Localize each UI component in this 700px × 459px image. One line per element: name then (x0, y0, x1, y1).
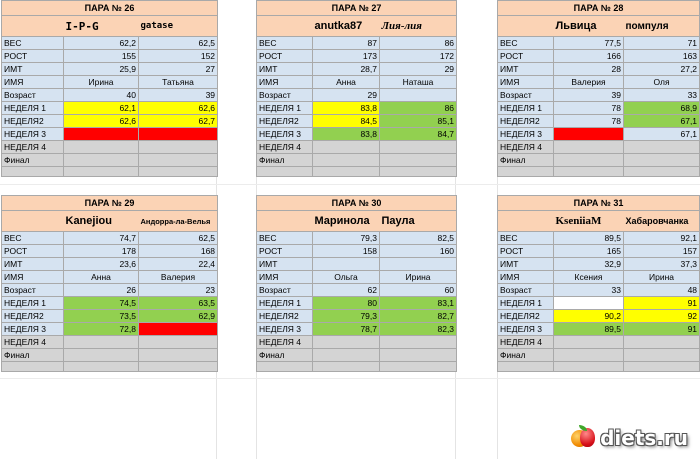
bmi-1: 25,9 (64, 63, 139, 76)
pair-table-28 (497, 0, 700, 177)
week1-2: 68,9 (624, 102, 700, 115)
height-2: 172 (380, 50, 457, 63)
label-week4: НЕДЕЛЯ 4 (257, 336, 313, 349)
label-week3: НЕДЕЛЯ 3 (2, 128, 64, 141)
label-name: ИМЯ (498, 271, 554, 284)
label-age: Возраст (498, 89, 554, 102)
week3-1: 89,5 (554, 323, 624, 336)
week2-2: 92 (624, 310, 700, 323)
label-age: Возраст (257, 89, 313, 102)
weight-2: 62,5 (139, 232, 218, 245)
height-2: 157 (624, 245, 700, 258)
age-1: 29 (313, 89, 380, 102)
pair-title: ПАРА № 30 (257, 196, 457, 211)
name-1: Ольга (313, 271, 380, 284)
fruit-icon (571, 425, 597, 451)
weight-1: 79,3 (313, 232, 380, 245)
pair-title: ПАРА № 31 (498, 196, 700, 211)
week1-1: 83,8 (313, 102, 380, 115)
label-height: РОСТ (257, 245, 313, 258)
label-age: Возраст (2, 284, 64, 297)
week1-2: 62,6 (139, 102, 218, 115)
age-2: 48 (624, 284, 700, 297)
week2-1: 79,3 (313, 310, 380, 323)
week2-2: 85,1 (380, 115, 457, 128)
weight-2: 62,5 (139, 37, 218, 50)
label-bmi: ИМТ (498, 63, 554, 76)
label-week1: НЕДЕЛЯ 1 (2, 297, 64, 310)
week1-2: 86 (380, 102, 457, 115)
name-2: Оля (624, 76, 700, 89)
label-week4: НЕДЕЛЯ 4 (2, 141, 64, 154)
pair-title: ПАРА № 27 (257, 1, 457, 16)
bmi-1: 28 (554, 63, 624, 76)
pair-table-31 (497, 195, 700, 372)
age-1: 40 (64, 89, 139, 102)
week2-2: 62,7 (139, 115, 218, 128)
age-1: 33 (554, 284, 624, 297)
week1-1: 62,1 (64, 102, 139, 115)
pair-table-27 (256, 0, 457, 177)
week3-1 (64, 128, 139, 141)
bmi-1 (313, 258, 380, 271)
week2-2: 82,7 (380, 310, 457, 323)
nick-2: Хабаровчанка (624, 211, 700, 232)
week3-2: 67,1 (624, 128, 700, 141)
bmi-2: 22,4 (139, 258, 218, 271)
label-bmi: ИМТ (2, 258, 64, 271)
weight-2: 82,5 (380, 232, 457, 245)
label-height: РОСТ (498, 245, 554, 258)
label-week3: НЕДЕЛЯ 3 (2, 323, 64, 336)
bmi-2: 29 (380, 63, 457, 76)
nick-1: anutka87 (313, 16, 380, 37)
label-week3: НЕДЕЛЯ 3 (257, 128, 313, 141)
label-bmi: ИМТ (498, 258, 554, 271)
nick-1: Маринола (313, 211, 380, 232)
label-week4: НЕДЕЛЯ 4 (498, 141, 554, 154)
nick-1: I-P-G (64, 16, 139, 37)
label-weight: ВЕС (498, 232, 554, 245)
nick-2: помпуля (624, 16, 700, 37)
age-2: 60 (380, 284, 457, 297)
name-2: Ирина (380, 271, 457, 284)
age-1: 39 (554, 89, 624, 102)
weight-1: 62,2 (64, 37, 139, 50)
nick-2: Паула (380, 211, 457, 232)
label-week3: НЕДЕЛЯ 3 (257, 323, 313, 336)
week2-1: 78 (554, 115, 624, 128)
label-height: РОСТ (2, 245, 64, 258)
label-name: ИМЯ (257, 271, 313, 284)
week3-1: 72,8 (64, 323, 139, 336)
bmi-1: 28,7 (313, 63, 380, 76)
week1-1: 78 (554, 102, 624, 115)
grid-line (0, 378, 700, 379)
label-final: Финал (2, 349, 64, 362)
age-1: 62 (313, 284, 380, 297)
label-weight: ВЕС (498, 37, 554, 50)
bmi-2: 27,2 (624, 63, 700, 76)
label-age: Возраст (257, 284, 313, 297)
nick-1: Kanejiou (64, 211, 139, 232)
bmi-2: 27 (139, 63, 218, 76)
label-final: Финал (257, 349, 313, 362)
bmi-2 (380, 258, 457, 271)
logo-text: diets.ru (600, 426, 688, 450)
week2-1: 73,5 (64, 310, 139, 323)
nick-2: Лия-лия (380, 16, 457, 37)
height-2: 168 (139, 245, 218, 258)
label-week1: НЕДЕЛЯ 1 (498, 297, 554, 310)
week2-2: 67,1 (624, 115, 700, 128)
pair-title: ПАРА № 29 (2, 196, 218, 211)
label-age: Возраст (2, 89, 64, 102)
height-1: 166 (554, 50, 624, 63)
age-2: 33 (624, 89, 700, 102)
label-name: ИМЯ (498, 76, 554, 89)
week2-1: 90,2 (554, 310, 624, 323)
week1-2: 91 (624, 297, 700, 310)
label-week2: НЕДЕЛЯ2 (2, 310, 64, 323)
name-1: Ирина (64, 76, 139, 89)
bmi-2: 37,3 (624, 258, 700, 271)
age-2 (380, 89, 457, 102)
label-final: Финал (2, 154, 64, 167)
weight-2: 86 (380, 37, 457, 50)
label-week2: НЕДЕЛЯ2 (257, 115, 313, 128)
label-bmi: ИМТ (2, 63, 64, 76)
nick-1: Львица (554, 16, 624, 37)
label-week3: НЕДЕЛЯ 3 (498, 128, 554, 141)
week3-2 (139, 128, 218, 141)
weight-1: 87 (313, 37, 380, 50)
weight-1: 77,5 (554, 37, 624, 50)
nick-1: KseniiaM (554, 211, 624, 232)
label-week4: НЕДЕЛЯ 4 (257, 141, 313, 154)
week1-2: 83,1 (380, 297, 457, 310)
label-week1: НЕДЕЛЯ 1 (257, 102, 313, 115)
height-2: 163 (624, 50, 700, 63)
age-2: 39 (139, 89, 218, 102)
label-name: ИМЯ (2, 271, 64, 284)
height-1: 178 (64, 245, 139, 258)
height-1: 165 (554, 245, 624, 258)
week3-2 (139, 323, 218, 336)
age-1: 26 (64, 284, 139, 297)
name-2: Татьяна (139, 76, 218, 89)
week1-1: 80 (313, 297, 380, 310)
label-final: Финал (498, 349, 554, 362)
label-final: Финал (498, 154, 554, 167)
week1-1: 74,5 (64, 297, 139, 310)
bmi-1: 32,9 (554, 258, 624, 271)
label-name: ИМЯ (2, 76, 64, 89)
label-weight: ВЕС (257, 232, 313, 245)
label-weight: ВЕС (2, 37, 64, 50)
height-2: 160 (380, 245, 457, 258)
pair-table-30 (256, 195, 457, 372)
label-week1: НЕДЕЛЯ 1 (257, 297, 313, 310)
week3-1 (554, 128, 624, 141)
name-1: Анна (64, 271, 139, 284)
name-2: Валерия (139, 271, 218, 284)
diets-logo[interactable] (571, 425, 688, 451)
pair-title: ПАРА № 26 (2, 1, 218, 16)
week2-2: 62,9 (139, 310, 218, 323)
name-1: Ксения (554, 271, 624, 284)
week3-1: 83,8 (313, 128, 380, 141)
bmi-1: 23,6 (64, 258, 139, 271)
nick-2: gatase (139, 16, 218, 37)
label-height: РОСТ (2, 50, 64, 63)
label-week2: НЕДЕЛЯ2 (498, 115, 554, 128)
pair-title: ПАРА № 28 (498, 1, 700, 16)
weight-1: 74,7 (64, 232, 139, 245)
label-height: РОСТ (498, 50, 554, 63)
label-week2: НЕДЕЛЯ2 (2, 115, 64, 128)
label-week3: НЕДЕЛЯ 3 (498, 323, 554, 336)
week1-2: 63,5 (139, 297, 218, 310)
name-2: Наташа (380, 76, 457, 89)
nick-2: Андорра-ла-Велья (139, 211, 218, 232)
pair-table-26 (1, 0, 218, 177)
pair-table-29 (1, 195, 218, 372)
week3-2: 91 (624, 323, 700, 336)
label-height: РОСТ (257, 50, 313, 63)
week2-1: 62,6 (64, 115, 139, 128)
label-weight: ВЕС (2, 232, 64, 245)
weight-1: 89,5 (554, 232, 624, 245)
label-final: Финал (257, 154, 313, 167)
label-week2: НЕДЕЛЯ2 (498, 310, 554, 323)
weight-2: 71 (624, 37, 700, 50)
name-1: Анна (313, 76, 380, 89)
label-bmi: ИМТ (257, 258, 313, 271)
name-2: Ирина (624, 271, 700, 284)
week2-1: 84,5 (313, 115, 380, 128)
week3-2: 82,3 (380, 323, 457, 336)
week3-1: 78,7 (313, 323, 380, 336)
label-weight: ВЕС (257, 37, 313, 50)
age-2: 23 (139, 284, 218, 297)
week1-1 (554, 297, 624, 310)
height-1: 173 (313, 50, 380, 63)
label-week1: НЕДЕЛЯ 1 (2, 102, 64, 115)
label-week4: НЕДЕЛЯ 4 (2, 336, 64, 349)
week3-2: 84,7 (380, 128, 457, 141)
height-2: 152 (139, 50, 218, 63)
height-1: 155 (64, 50, 139, 63)
name-1: Валерия (554, 76, 624, 89)
label-week2: НЕДЕЛЯ2 (257, 310, 313, 323)
grid-line (0, 184, 700, 185)
label-age: Возраст (498, 284, 554, 297)
label-name: ИМЯ (257, 76, 313, 89)
height-1: 158 (313, 245, 380, 258)
label-week1: НЕДЕЛЯ 1 (498, 102, 554, 115)
label-bmi: ИМТ (257, 63, 313, 76)
weight-2: 92,1 (624, 232, 700, 245)
label-week4: НЕДЕЛЯ 4 (498, 336, 554, 349)
